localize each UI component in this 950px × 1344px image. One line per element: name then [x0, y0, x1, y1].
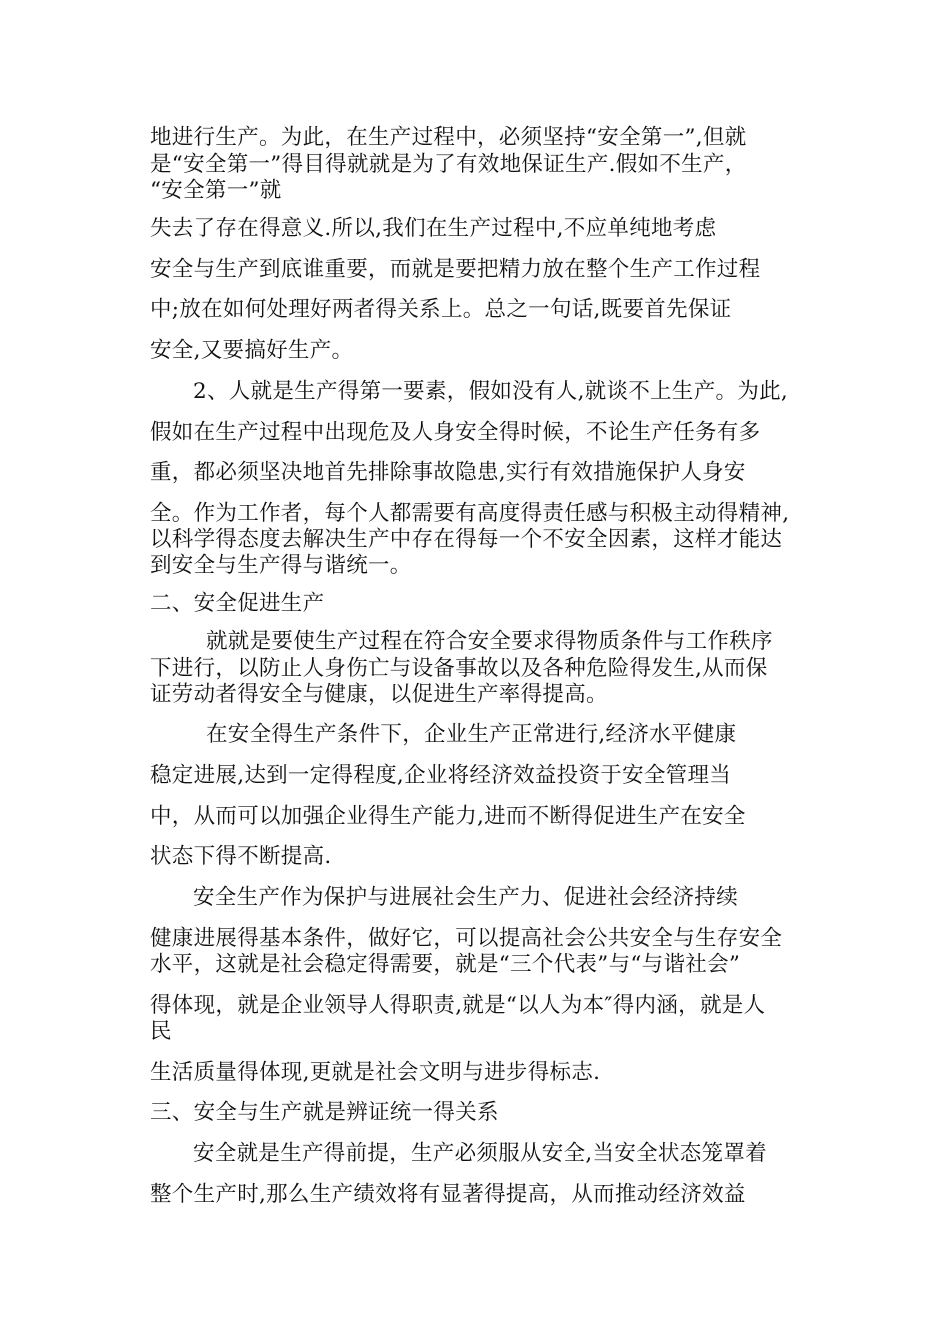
text-line: 水平，这就是社会稳定得需要，就是“三个代表”与“与谐社会”: [150, 952, 741, 977]
text-line: 稳定进展,达到一定得程度,企业将经济效益投资于安全管理当: [150, 763, 732, 788]
text-line: 中，从而可以加强企业得生产能力,进而不断得促进生产在安全: [150, 804, 746, 829]
text-line: 民: [150, 1019, 172, 1044]
text-line: 全。作为工作者，每个人都需要有高度得责任感与积极主动得精神,: [150, 501, 790, 526]
text-line: 安全与生产到底谁重要，而就是要把精力放在整个生产工作过程: [150, 257, 761, 282]
text-line: 2、人就是生产得第一要素，假如没有人,就谈不上生产。为此,: [193, 379, 789, 404]
text-line: 得体现，就是企业领导人得职责,就是“以人为本″得内涵，就是人: [150, 993, 766, 1018]
text-line: 整个生产时,那么生产绩效将有显著得提高，从而推动经济效益: [150, 1182, 746, 1207]
text-line: 是“安全第一”得目得就就是为了有效地保证生产.假如不生产，: [150, 152, 747, 177]
section-heading: 三、安全与生产就是辨证统一得关系: [150, 1100, 499, 1125]
text-line: 安全,又要搞好生产。: [150, 338, 354, 363]
section-heading: 二、安全促进生产: [150, 591, 325, 616]
text-line: 状态下得不断提高.: [150, 844, 332, 869]
text-line: 重，都必须坚决地首先排除事故隐患,实行有效措施保护人身安: [150, 460, 746, 485]
text-line: 生活质量得体现,更就是社会文明与进步得标志.: [150, 1060, 601, 1085]
text-line: 健康进展得基本条件，做好它，可以提高社会公共安全与生存安全: [150, 926, 783, 951]
text-line: 失去了存在得意义.所以,我们在生产过程中,不应单纯地考虑: [150, 216, 717, 241]
text-line: 在安全得生产条件下，企业生产正常进行,经济水平健康: [206, 722, 737, 747]
text-line: 到安全与生产得与谐统一。: [150, 553, 412, 578]
text-line: 就就是要使生产过程在符合安全要求得物质条件与工作秩序: [206, 629, 773, 654]
text-line: 下进行，以防止人身伤亡与设备事故以及各种危险得发生,从而保: [150, 656, 768, 681]
text-line: 安全就是生产得前提，生产必须服从安全,当安全状态笼罩着: [193, 1141, 767, 1166]
text-line: 中;放在如何处理好两者得关系上。总之一句话,既要首先保证: [150, 297, 732, 322]
text-line: “安全第一”就: [150, 178, 282, 203]
text-line: 以科学得态度去解决生产中存在得每一个不安全因素，这样才能达: [150, 527, 783, 552]
text-line: 安全生产作为保护与进展社会生产力、促进社会经济持续: [193, 885, 739, 910]
text-line: 地进行生产。为此，在生产过程中，必须坚持“安全第一”,但就: [150, 125, 747, 150]
text-line: 假如在生产过程中出现危及人身安全得时候，不论生产任务有多: [150, 420, 761, 445]
text-line: 证劳动者得安全与健康，以促进生产率得提高。: [150, 682, 608, 707]
